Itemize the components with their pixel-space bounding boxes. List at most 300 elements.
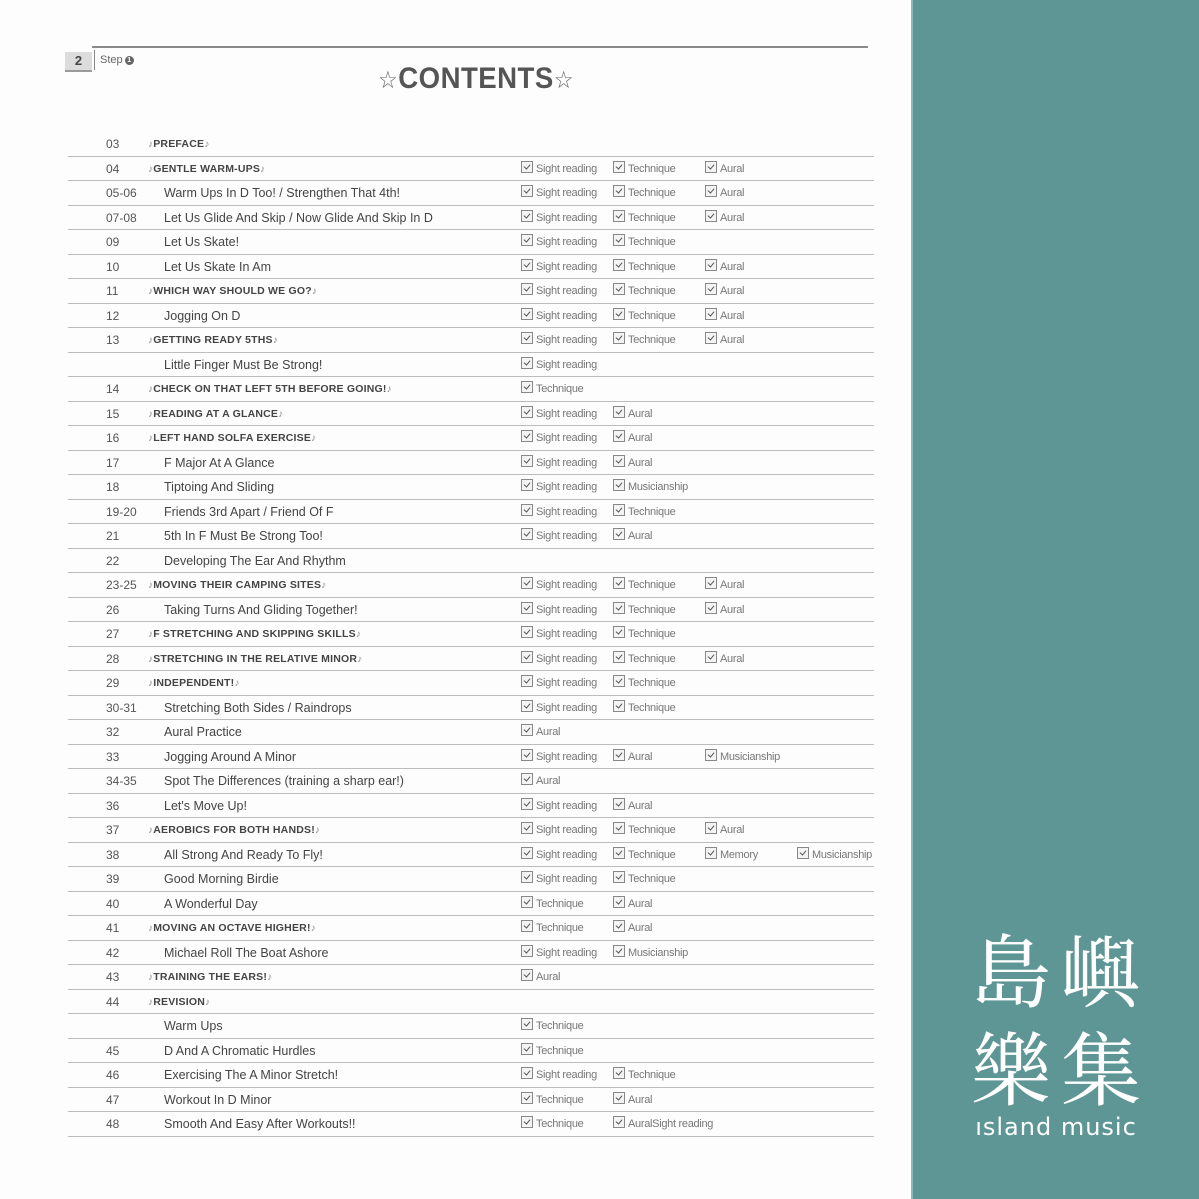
checked-checkbox-icon (613, 626, 625, 638)
toc-title-text: Friends 3rd Apart / Friend Of F (164, 504, 334, 519)
skill-tag (521, 206, 597, 230)
toc-page-number: 04 (106, 161, 120, 176)
toc-title (148, 671, 240, 696)
skill-tag-label: Sight reading (536, 652, 597, 665)
toc-title (164, 500, 334, 524)
skill-tag (521, 794, 597, 818)
toc-title-text: PREFACE (153, 138, 205, 150)
toc-title-text: CHECK ON THAT LEFT 5TH BEFORE GOING! (153, 383, 387, 395)
checked-checkbox-icon (613, 1092, 625, 1104)
checked-checkbox-icon (613, 332, 625, 344)
skill-tag (613, 696, 675, 720)
skill-tag-label: Technique (628, 701, 676, 714)
skill-tag (613, 304, 675, 328)
checked-checkbox-icon (705, 822, 717, 834)
skill-tag-label: Aural (720, 652, 745, 665)
toc-page-number: 42 (106, 945, 120, 960)
toc-title (164, 598, 358, 622)
toc-title-text: Developing The Ear And Rhythm (164, 553, 346, 568)
logo-char: 嶼 (1061, 927, 1141, 1020)
toc-page-number: 36 (106, 798, 120, 813)
toc-title-text: GENTLE WARM-UPS (153, 162, 261, 175)
toc-title (164, 769, 404, 793)
checked-checkbox-icon (521, 871, 533, 883)
toc-section-row (68, 279, 874, 304)
checked-checkbox-icon (613, 406, 625, 418)
toc-title-text: AEROBICS FOR BOTH HANDS! (153, 824, 315, 836)
checked-checkbox-icon (521, 210, 533, 222)
toc-title-text: READING AT A GLANCE (153, 407, 279, 420)
checked-checkbox-icon (705, 847, 717, 859)
checked-checkbox-icon (613, 161, 625, 173)
page-title (378, 62, 574, 96)
skill-tag-label: Technique (628, 187, 676, 199)
toc-page-number: 26 (106, 602, 120, 617)
music-note-icon: ♪ (314, 825, 321, 836)
toc-entry-row (68, 769, 874, 794)
toc-title (164, 255, 271, 279)
toc-title-text: Stretching Both Sides / Raindrops (164, 700, 352, 715)
toc-title-text: Let Us Skate In Am (164, 259, 271, 274)
toc-page-number: 18 (106, 480, 120, 494)
toc-title-text: Tiptoing And Sliding (164, 480, 275, 494)
skill-tag-label: Sight reading (536, 750, 597, 763)
skill-tag-label: Memory (720, 848, 758, 861)
toc-entry-row (68, 843, 874, 868)
skill-tag (705, 647, 744, 671)
toc-entry-row (68, 1014, 874, 1039)
skill-tag-label: Sight reading (536, 236, 597, 248)
skill-tag (613, 647, 675, 671)
skill-tag (613, 598, 675, 622)
skill-tag (613, 745, 652, 769)
skill-tag-label: Aural (536, 775, 561, 787)
skill-tag-label: Sight reading (536, 579, 597, 591)
skill-tag-label: Sight reading (536, 628, 597, 640)
skill-tag (521, 500, 597, 524)
skill-tag (521, 916, 583, 940)
checked-checkbox-icon (705, 283, 717, 295)
toc-page-number: 38 (106, 847, 120, 862)
skill-tag (613, 1088, 652, 1112)
checked-checkbox-icon (797, 847, 809, 859)
skill-tag (705, 598, 744, 622)
toc-title (148, 279, 317, 304)
toc-page-number: 11 (106, 284, 119, 298)
skill-tag (521, 1014, 583, 1038)
skill-tag-label: Technique (628, 677, 676, 689)
music-note-icon: ♪ (148, 384, 154, 395)
skill-tag-label: Technique (536, 1093, 584, 1106)
checked-checkbox-icon (521, 969, 533, 981)
checked-checkbox-icon (613, 602, 625, 614)
toc-page-number: 09 (106, 235, 120, 249)
skill-tag-label: Technique (628, 628, 676, 640)
skill-tag-label: Sight reading (536, 946, 597, 959)
toc-title (164, 353, 322, 377)
skill-tag (521, 622, 597, 646)
toc-page-number: 13 (106, 333, 120, 347)
toc-entry-row (68, 794, 874, 819)
star-icon: ☆ (378, 67, 399, 94)
checked-checkbox-icon (521, 749, 533, 761)
page-title-text: CONTENTS (398, 62, 554, 95)
skill-tag-label: Technique (628, 1069, 676, 1081)
skill-tag (613, 500, 675, 524)
toc-title-text: Taking Turns And Gliding Together! (164, 602, 358, 617)
checked-checkbox-icon (521, 773, 533, 785)
toc-title-text: GETTING READY 5THS (153, 334, 273, 346)
toc-title-text: Spot The Differences (training a sharp ear!) (164, 774, 404, 788)
toc-entry-row (68, 524, 874, 549)
skill-tag-label: Sight reading (536, 456, 597, 469)
checked-checkbox-icon (705, 749, 717, 761)
music-note-icon: ♪ (386, 384, 392, 395)
skill-tag (613, 181, 675, 205)
toc-section-row (68, 132, 874, 157)
skill-tag (521, 965, 560, 989)
skill-tag-label: Aural (720, 211, 745, 224)
toc-page-number: 40 (106, 896, 120, 911)
skill-tag-label: Aural (720, 162, 745, 175)
table-of-contents (68, 132, 874, 1137)
skill-tag-label: Sight reading (536, 432, 597, 444)
toc-page-number: 17 (106, 455, 120, 470)
skill-tag-label: Technique (628, 505, 676, 518)
skill-tag (521, 255, 597, 279)
checked-checkbox-icon (613, 479, 625, 491)
skill-tag (521, 647, 597, 671)
skill-tag-label: Sight reading (536, 162, 597, 175)
skill-tag-label: Aural (628, 922, 653, 934)
toc-entry-row (68, 500, 874, 525)
skill-tag-label: Technique (628, 848, 676, 861)
checked-checkbox-icon (613, 798, 625, 810)
checked-checkbox-icon (521, 504, 533, 516)
toc-section-row (68, 990, 874, 1015)
toc-title-text: Warm Ups In D Too! / Strengthen That 4th! (164, 186, 400, 200)
toc-title (164, 230, 239, 254)
toc-page-number: 16 (106, 431, 120, 445)
toc-page-number: 03 (106, 137, 120, 151)
toc-title (148, 965, 272, 990)
music-note-icon: ♪ (148, 653, 154, 665)
toc-entry-row (68, 1063, 874, 1088)
skill-tag (521, 696, 597, 720)
toc-title (164, 794, 247, 818)
toc-section-row (68, 377, 874, 402)
skill-tag-label: AuralSight reading (628, 1118, 714, 1130)
skill-tag-label: Aural (628, 750, 653, 763)
toc-title (148, 426, 316, 451)
skill-tag-label: Sight reading (536, 505, 597, 518)
skill-tag-label: Technique (628, 236, 676, 248)
music-note-icon: ♪ (321, 580, 327, 591)
toc-title (164, 451, 274, 475)
skill-tag-label: Technique (628, 162, 676, 175)
skill-tag (521, 720, 560, 744)
music-note-icon: ♪ (311, 286, 318, 297)
toc-page-number: 29 (106, 676, 120, 690)
checked-checkbox-icon (521, 798, 533, 810)
skill-tag-label: Technique (536, 922, 584, 934)
checked-checkbox-icon (521, 357, 533, 369)
toc-entry-row (68, 892, 874, 917)
skill-tag-label: Aural (628, 1093, 653, 1106)
toc-page-number: 30-31 (106, 700, 137, 715)
skill-tag (613, 1063, 675, 1087)
skill-tag-label: Aural (720, 309, 745, 322)
toc-title-text: Workout In D Minor (164, 1092, 272, 1107)
toc-entry-row (68, 451, 874, 476)
skill-tag-label: Technique (536, 383, 584, 395)
toc-title (164, 524, 323, 548)
toc-title (148, 916, 316, 941)
skill-tag-label: Musicianship (812, 848, 872, 861)
toc-section-row (68, 818, 874, 843)
toc-page-number: 23-25 (106, 578, 137, 592)
skill-tag (521, 941, 597, 965)
toc-section-row (68, 328, 874, 353)
checked-checkbox-icon (613, 822, 625, 834)
checked-checkbox-icon (705, 259, 717, 271)
toc-title (164, 1063, 338, 1087)
skill-tag (613, 206, 675, 230)
skill-tag (521, 402, 597, 426)
music-note-icon: ♪ (148, 972, 154, 983)
skill-tag-label: Sight reading (536, 334, 597, 346)
toc-page-number: 48 (106, 1117, 120, 1131)
checked-checkbox-icon (705, 577, 717, 589)
skill-tag-label: Sight reading (536, 530, 597, 542)
toc-title-text: Little Finger Must Be Strong! (164, 357, 323, 372)
toc-title-text: Warm Ups (164, 1019, 223, 1033)
music-note-icon: ♪ (355, 629, 362, 640)
checked-checkbox-icon (613, 430, 625, 442)
toc-page-number: 43 (106, 970, 120, 984)
skill-tag (613, 843, 675, 867)
toc-entry-row (68, 1088, 874, 1113)
checked-checkbox-icon (613, 259, 625, 271)
checked-checkbox-icon (521, 259, 533, 271)
toc-page-number: 47 (106, 1092, 120, 1107)
skill-tag-label: Sight reading (536, 799, 597, 812)
toc-section-row (68, 402, 874, 427)
skill-tag-label: Technique (628, 260, 676, 273)
skill-tag (613, 255, 675, 279)
skill-tag-label: Aural (628, 407, 653, 420)
skill-tag-label: Sight reading (536, 211, 597, 224)
checked-checkbox-icon (705, 332, 717, 344)
toc-page-number: 19-20 (106, 504, 137, 519)
skill-tag (705, 843, 758, 867)
music-note-icon: ♪ (234, 678, 240, 689)
checked-checkbox-icon (705, 602, 717, 614)
toc-title-text: Good Morning Birdie (164, 872, 279, 886)
toc-page-number: 05-06 (106, 186, 137, 200)
checked-checkbox-icon (613, 945, 625, 957)
checked-checkbox-icon (521, 1067, 533, 1079)
toc-section-row (68, 622, 874, 647)
checked-checkbox-icon (613, 749, 625, 761)
checked-checkbox-icon (521, 381, 533, 393)
skill-tag (613, 157, 675, 181)
skill-tag-label: Technique (628, 309, 676, 322)
checked-checkbox-icon (613, 528, 625, 540)
skill-tag-label: Sight reading (536, 285, 597, 297)
skill-tag (521, 1039, 583, 1063)
toc-title-text: All Strong And Ready To Fly! (164, 847, 323, 862)
skill-tag (521, 1063, 597, 1087)
music-note-icon: ♪ (148, 139, 154, 150)
checked-checkbox-icon (705, 161, 717, 173)
toc-page-number: 15 (106, 406, 120, 421)
checked-checkbox-icon (613, 504, 625, 516)
skill-tag-label: Aural (720, 260, 745, 273)
toc-page-number: 41 (106, 921, 120, 935)
skill-tag (521, 475, 597, 499)
skill-tag (521, 892, 583, 916)
music-note-icon: ♪ (204, 139, 210, 150)
toc-title-text: REVISION (153, 995, 205, 1008)
skill-tag (521, 451, 597, 475)
toc-title-text: Jogging On D (164, 308, 241, 323)
toc-page-number: 32 (106, 725, 120, 739)
toc-title (164, 843, 323, 867)
toc-title-text: Exercising The A Minor Stretch! (164, 1068, 339, 1082)
toc-entry-row (68, 353, 874, 378)
logo-cjk-text (966, 925, 1146, 1121)
skill-tag-label: Sight reading (536, 701, 597, 714)
checked-checkbox-icon (521, 430, 533, 442)
toc-page-number: 37 (106, 823, 120, 837)
skill-tag-label: Technique (536, 1118, 584, 1130)
toc-section-row (68, 573, 874, 598)
toc-section-row (68, 965, 874, 990)
skill-tag (521, 818, 597, 842)
skill-tag-label: Sight reading (536, 824, 597, 836)
toc-entry-row (68, 255, 874, 280)
toc-entry-row (68, 696, 874, 721)
checked-checkbox-icon (705, 185, 717, 197)
checked-checkbox-icon (521, 332, 533, 344)
skill-tag (705, 328, 744, 352)
checked-checkbox-icon (521, 577, 533, 589)
skill-tag-label: Technique (628, 873, 676, 885)
toc-page-number: 39 (106, 872, 120, 886)
toc-entry-row (68, 720, 874, 745)
skill-tag-label: Technique (628, 285, 676, 297)
toc-title-text: Aural Practice (164, 725, 242, 739)
skill-tag (521, 867, 597, 891)
skill-tag-label: Technique (628, 652, 676, 665)
checked-checkbox-icon (705, 651, 717, 663)
checked-checkbox-icon (705, 308, 717, 320)
toc-title (148, 402, 283, 427)
toc-page-number: 21 (106, 529, 120, 543)
skill-tag (705, 279, 744, 303)
checked-checkbox-icon (521, 675, 533, 687)
toc-title-text: D And A Chromatic Hurdles (164, 1043, 316, 1058)
skill-tag-label: Aural (720, 603, 745, 616)
skill-tag (705, 206, 744, 230)
toc-title-text: Let's Move Up! (164, 798, 247, 813)
skill-tag-label: Musicianship (628, 946, 688, 959)
toc-title (148, 647, 362, 672)
skill-tag (613, 941, 688, 965)
toc-page-number: 28 (106, 651, 120, 666)
checked-checkbox-icon (521, 185, 533, 197)
checked-checkbox-icon (521, 528, 533, 540)
skill-tag (797, 843, 872, 867)
skill-tag-label: Technique (628, 579, 676, 591)
skill-tag-label: Aural (720, 579, 745, 591)
skill-tag (521, 1088, 583, 1112)
music-note-icon: ♪ (148, 335, 154, 346)
skill-tag-label: Aural (720, 187, 745, 199)
skill-tag (521, 426, 597, 450)
skill-tag-label: Aural (628, 432, 653, 444)
logo-char: 集 (1061, 1025, 1141, 1118)
toc-entry-row (68, 230, 874, 255)
skill-tag-label: Aural (628, 897, 653, 910)
toc-entry-row (68, 867, 874, 892)
skill-tag-label: Technique (628, 334, 676, 346)
checked-checkbox-icon (613, 920, 625, 932)
skill-tag (521, 230, 597, 254)
skill-tag-label: Aural (628, 456, 653, 469)
toc-title-text: 5th In F Must Be Strong Too! (164, 529, 323, 543)
toc-title (164, 181, 400, 205)
toc-page-number: 33 (106, 749, 120, 764)
toc-page-number: 27 (106, 627, 120, 641)
toc-entry-row (68, 745, 874, 770)
toc-title (164, 1112, 356, 1136)
skill-tag (705, 304, 744, 328)
skill-tag (613, 426, 652, 450)
skill-tag-label: Aural (536, 726, 561, 738)
toc-title (148, 990, 210, 1015)
checked-checkbox-icon (521, 822, 533, 834)
toc-title-text: Jogging Around A Minor (164, 749, 297, 764)
skill-tag-label: Technique (536, 1020, 584, 1032)
toc-section-row (68, 671, 874, 696)
skill-tag (613, 892, 652, 916)
skill-tag-label: Sight reading (536, 407, 597, 420)
checked-checkbox-icon (521, 234, 533, 246)
toc-title-text: Smooth And Easy After Workouts!! (164, 1117, 356, 1131)
checked-checkbox-icon (521, 651, 533, 663)
skill-tag (613, 818, 675, 842)
toc-page-number: 46 (106, 1068, 120, 1082)
music-note-icon: ♪ (148, 996, 154, 1008)
checked-checkbox-icon (613, 577, 625, 589)
music-note-icon: ♪ (311, 433, 317, 444)
skill-tag (613, 475, 688, 499)
skill-tag (521, 1112, 583, 1136)
skill-tag (613, 279, 675, 303)
toc-page-number: 45 (106, 1043, 120, 1058)
toc-title-text: STRETCHING IN THE RELATIVE MINOR (153, 652, 358, 665)
music-note-icon: ♪ (148, 629, 154, 640)
toc-title (148, 377, 392, 402)
checked-checkbox-icon (613, 1116, 625, 1128)
skill-tag (613, 328, 675, 352)
skill-tag (521, 353, 597, 377)
toc-entry-row (68, 1112, 874, 1137)
toc-page-number: 12 (106, 308, 120, 323)
music-note-icon: ♪ (148, 580, 154, 591)
